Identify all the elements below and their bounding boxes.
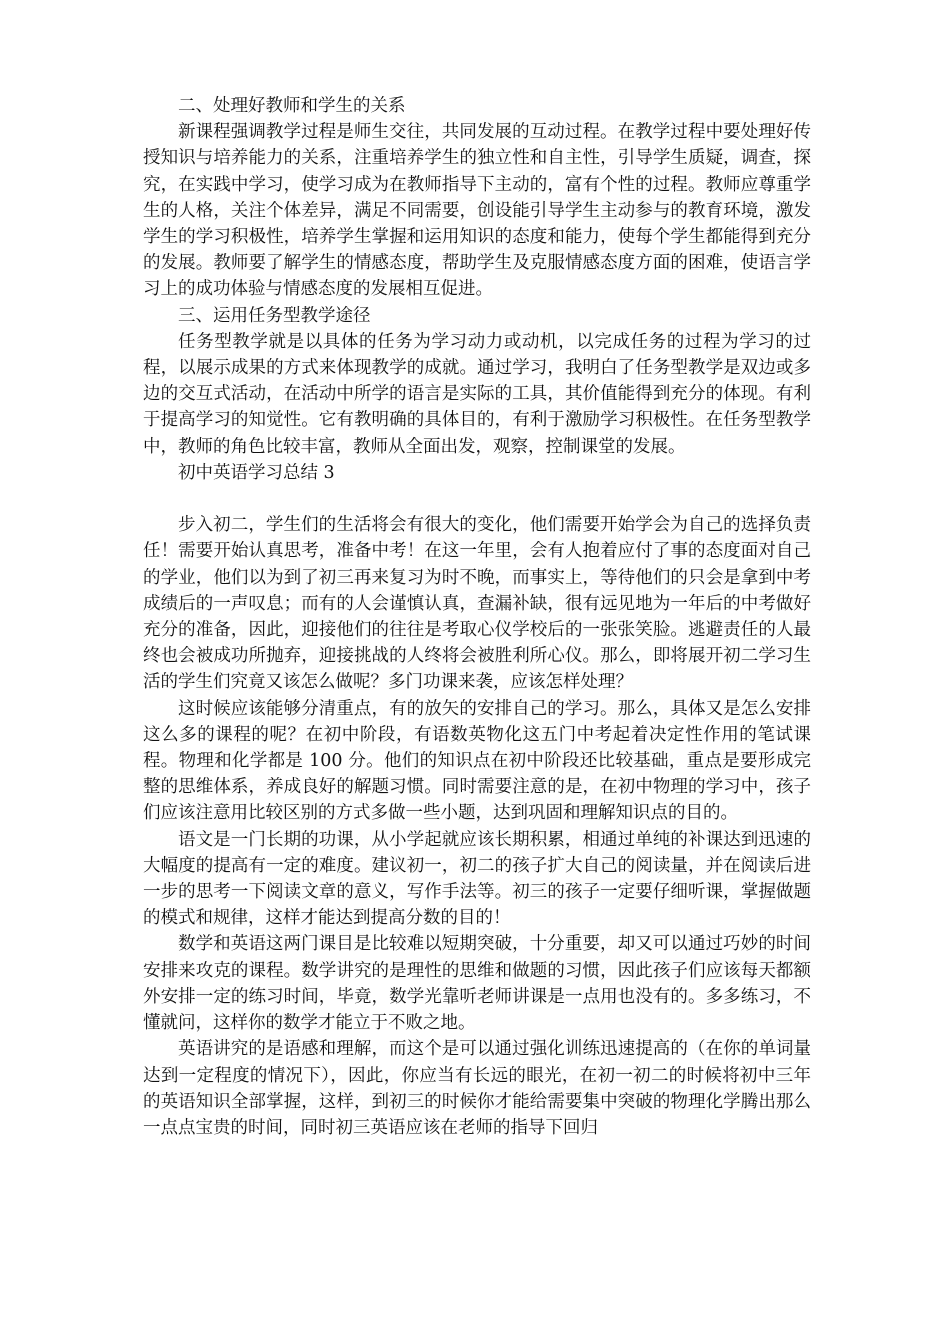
document-body [143, 93, 811, 1141]
section-heading-3: 三、运用任务型教学途径 [178, 305, 371, 326]
section-heading-2: 二、处理好教师和学生的关系 [178, 96, 406, 116]
paragraph: 步入初二，学生们的生活将会有很大的变化，他们需要开始学会为自己的选择负责任！需要开始认真思考，准备中考！在这一年里，会有人抱着应付了事的态度面对自己的学业，他们以为到了初三再来复习为时不晚，而事实上，等待他们的只会是拿到中考成绩后的一声叹息；而有的人会谨慎认真，查漏补缺，很有远见地为一年后的中考做好充分的准备，因此，迎接他们的往往是考取心仪学校后的一张张笑脸。逃避责任的人最终也会被成功所抛弃，迎接挑战的人终将会被胜利所心仪。那么，即将展开初二学习生活的学生们究竟又该怎么做呢？多门功课来袭，应该怎样处理？ [143, 515, 811, 693]
blank-line [143, 486, 811, 512]
paragraph: 新课程强调教学过程是师生交往，共同发展的互动过程。在教学过程中要处理好传授知识与培养能力的关系，注重培养学生的独立性和自主性，引导学生质疑，调查，探究，在实践中学习，使学习成为在教师指导下主动的，富有个性的过程。教师应尊重学生的人格，关注个体差异，满足不同需要，创设能引导学生主动参与的教育环境，激发学生的学习积极性，培养学生掌握和运用知识的态度和能力，使每个学生都能得到充分的发展。教师要了解学生的情感态度，帮助学生及克服情感态度方面的困难，使语言学习上的成功体验与情感态度的发展相互促进。 [143, 122, 811, 300]
paragraph: 英语讲究的是语感和理解，而这个是可以通过强化训练迅速提高的（在你的单词量达到一定程度的情况下），因此，你应当有长远的眼光，在初一初二的时候将初中三年的英语知识全部掌握，这样，到初三的时候你才能给需要集中突破的物理化学腾出那么一点点宝贵的时间，同时初三英语应该在老师的指导下回归 [143, 1039, 811, 1138]
paragraph: 数学和英语这两门课目是比较难以短期突破，十分重要，却又可以通过巧妙的时间安排来攻克的课程。数学讲究的是理性的思维和做题的习惯，因此孩子们应该每天都额外安排一定的练习时间，毕竟，数学光靠听老师讲课是一点用也没有的。多多练习，不懂就问，这样你的数学才能立于不败之地。 [143, 934, 811, 1034]
paragraph: 任务型教学就是以具体的任务为学习动力或动机，以完成任务的过程为学习的过程，以展示成果的方式来体现教学的成就。通过学习，我明白了任务型教学是双边或多边的交互式活动，在活动中所学的语言是实际的工具，其价值能得到充分的体现。有利于提高学习的知觉性。它有教明确的具体目的，有利于激励学习积极性。在任务型教学中，教师的角色比较丰富，教师从全面出发，观察，控制课堂的发展。 [143, 331, 811, 457]
article-title: 初中英语学习总结 3 [178, 462, 335, 483]
paragraph: 这时候应该能够分清重点，有的放矢的安排自己的学习。那么，具体又是怎么安排这么多的课程的呢？在初中阶段，有语数英物化这五门中考起着决定性作用的笔试课程。物理和化学都是 100 分。他们的知识点在初中阶段还比较基础，重点是要形成完整的思维体系，养成良好的解题习惯。同时需要注意的是，在初中物理的学习中，孩子们应该注意用比较区别的方式多做一些小题，达到巩固和理解知识点的目的。 [143, 698, 811, 824]
paragraph: 语文是一门长期的功课，从小学起就应该长期积累，相通过单纯的补课达到迅速的大幅度的提高有一定的难度。建议初一，初二的孩子扩大自己的阅读量，并在阅读后进一步的思考一下阅读文章的意义，写作手法等。初三的孩子一定要仔细听课，掌握做题的模式和规律，这样才能达到提高分数的目的！ [143, 829, 811, 929]
